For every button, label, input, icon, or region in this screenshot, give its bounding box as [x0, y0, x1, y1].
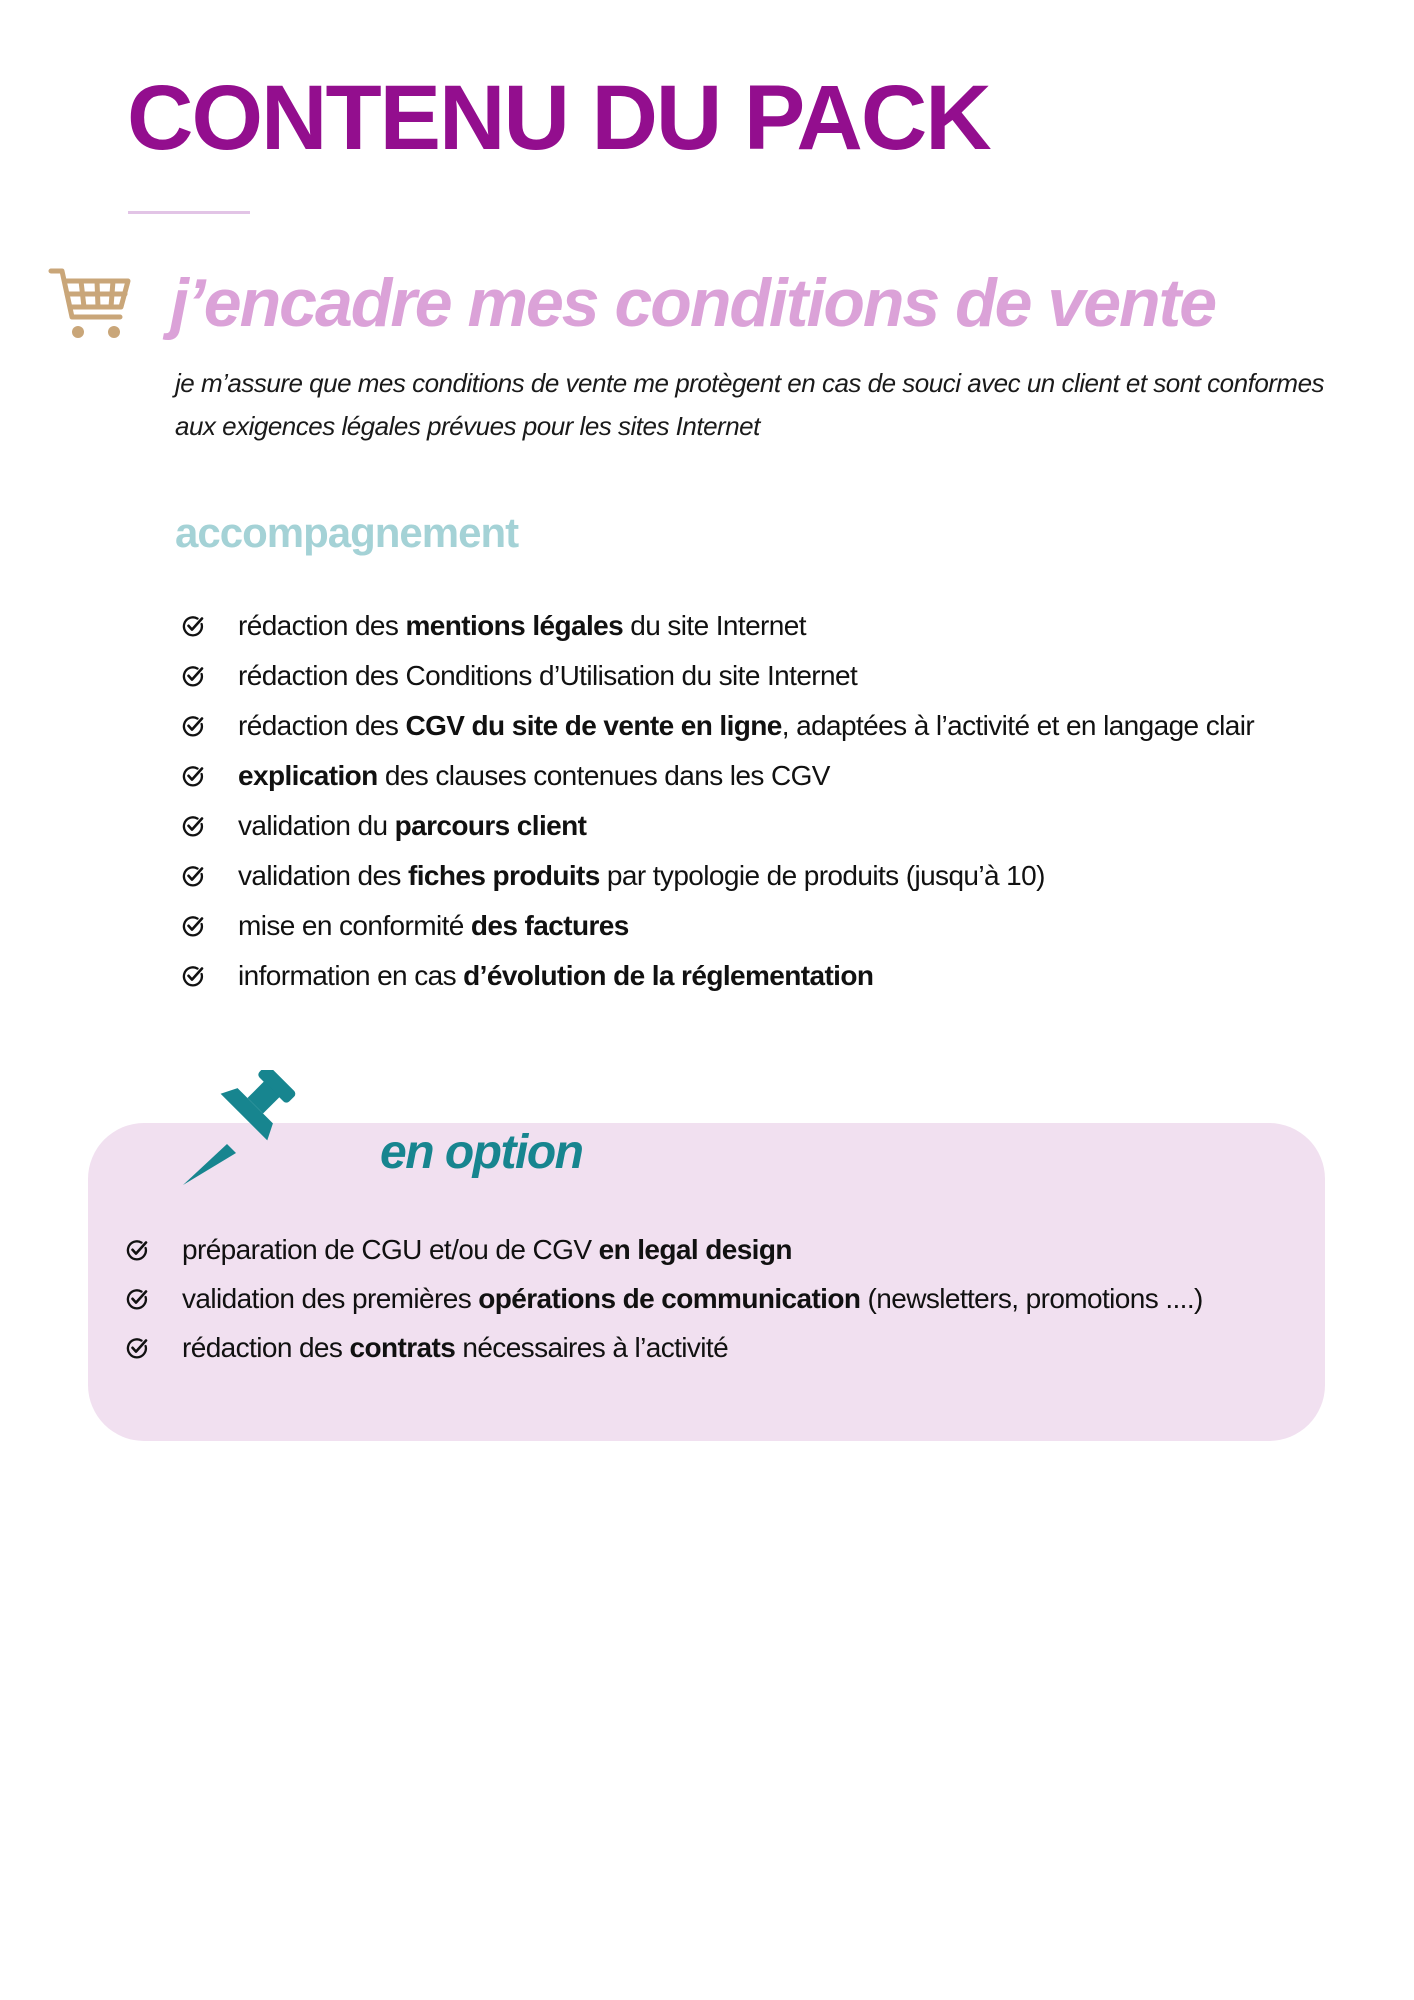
item-text-bold: contrats — [349, 1331, 456, 1363]
option-list — [126, 1225, 1203, 1372]
list-item — [182, 801, 1254, 851]
item-text: nécessaires à l’activité — [455, 1331, 729, 1363]
item-text-bold: CGV du site de vente en ligne — [405, 710, 782, 741]
list-item — [182, 601, 1254, 651]
item-text: validation des — [238, 860, 409, 891]
check-circle-icon — [182, 815, 204, 837]
check-circle-icon — [126, 1239, 148, 1261]
check-circle-icon — [182, 865, 204, 887]
section-title: j’encadre mes conditions de vente — [170, 265, 1216, 341]
list-item — [182, 951, 1254, 1001]
check-circle-icon — [126, 1288, 148, 1310]
item-text: (newsletters, promotions ....) — [860, 1282, 1203, 1314]
check-circle-icon — [126, 1337, 148, 1359]
item-text: rédaction des — [182, 1331, 350, 1363]
accompagnement-heading: accompagnement — [175, 509, 519, 556]
item-text-bold: d’évolution de la réglementation — [463, 960, 874, 991]
item-text: , adaptées à l’activité et en langage clair — [781, 710, 1255, 741]
check-circle-icon — [182, 965, 204, 987]
item-text-bold: en legal design — [598, 1233, 792, 1265]
item-text: par typologie de produits (jusqu’à 10) — [599, 860, 1045, 891]
check-circle-icon — [182, 715, 204, 737]
item-text: validation du — [238, 810, 395, 841]
item-text-bold: des factures — [470, 910, 629, 941]
shopping-cart-icon — [48, 265, 132, 345]
title-underline — [128, 211, 250, 214]
item-text-bold: fiches produits — [408, 860, 600, 891]
item-text-bold: parcours client — [394, 810, 587, 841]
list-item — [182, 851, 1254, 901]
list-item — [126, 1274, 1203, 1323]
item-text: information en cas — [238, 960, 464, 991]
check-circle-icon — [182, 915, 204, 937]
list-item — [126, 1225, 1203, 1274]
item-text-bold: opérations de communication — [478, 1282, 861, 1314]
item-text: du site Internet — [623, 610, 806, 641]
list-item — [182, 651, 1254, 701]
item-text: rédaction des — [238, 610, 406, 641]
item-text: rédaction des — [238, 710, 406, 741]
accompagnement-list — [182, 601, 1254, 1001]
item-text: mise en conformité — [238, 910, 471, 941]
item-text: rédaction des Conditions d’Utilisation du site Internet — [238, 660, 858, 691]
option-title: en option — [380, 1126, 583, 1179]
page-title: CONTENU DU PACK — [127, 67, 990, 169]
item-text-bold: mentions légales — [405, 610, 624, 641]
check-circle-icon — [182, 615, 204, 637]
item-text: préparation de CGU et/ou de CGV — [182, 1233, 599, 1265]
check-circle-icon — [182, 765, 204, 787]
item-text: des clauses contenues dans les CGV — [377, 760, 830, 791]
check-circle-icon — [182, 665, 204, 687]
list-item — [182, 701, 1254, 751]
item-text-bold: explication — [238, 760, 378, 791]
section-intro: je m’assure que mes conditions de vente me protègent en cas de souci avec un client et sont conformes aux exigences légales prévues pour les sites Internet — [175, 368, 1325, 441]
item-text: validation des premières — [182, 1282, 479, 1314]
list-item — [182, 901, 1254, 951]
list-item — [182, 751, 1254, 801]
pushpin-icon — [180, 1070, 298, 1186]
list-item — [126, 1323, 1203, 1372]
